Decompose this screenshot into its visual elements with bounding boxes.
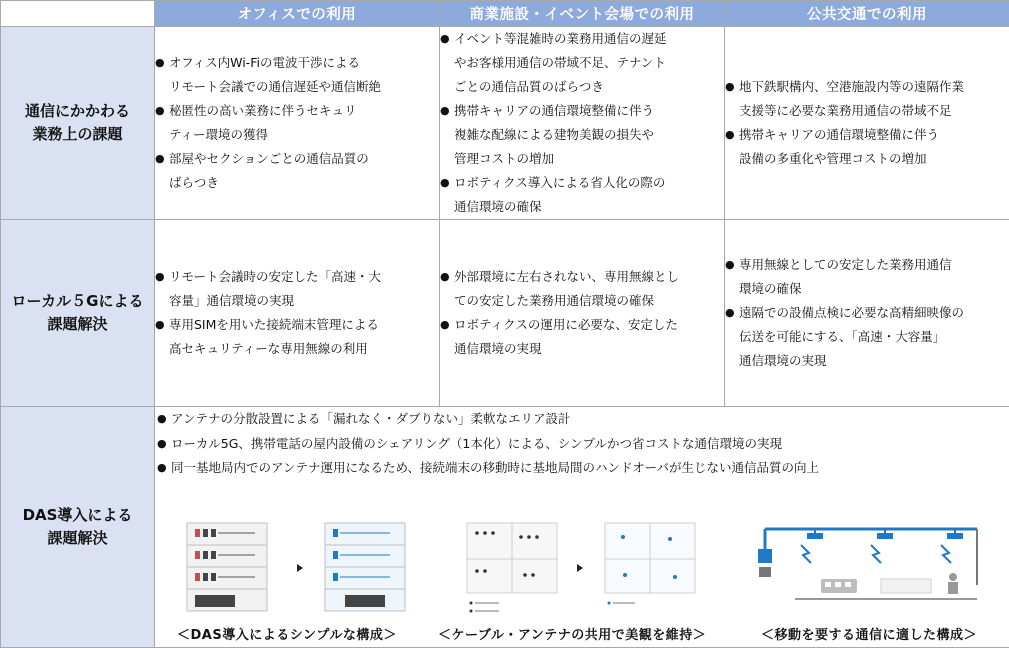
bullet-item <box>155 313 439 361</box>
bullet-text <box>169 51 439 99</box>
bullet-item <box>440 313 724 361</box>
bullet-line: 通信環境の実現 <box>739 349 1009 373</box>
row-header-line: 課題解決 <box>1 527 154 550</box>
bullet-line: 遠隔での設備点検に必要な高精細映像の <box>739 301 1009 325</box>
bullet-text <box>169 265 439 313</box>
bullet-dot: ● <box>440 265 454 313</box>
bullet-dot: ● <box>157 456 171 481</box>
antenna-icon <box>871 529 893 563</box>
bullet-text <box>454 265 724 313</box>
das-building-diagram <box>185 519 435 619</box>
bullet-text <box>739 123 1009 171</box>
bullet-item <box>440 265 724 313</box>
bullet-line: ばらつき <box>169 171 439 195</box>
cell-5g-office <box>155 220 440 407</box>
das-bullet-text: アンテナの分散設置による「漏れなく・ダブりない」柔軟なエリア設計 <box>171 407 571 432</box>
bullet-line: ての安定した業務用通信環境の確保 <box>454 289 724 313</box>
bullet-item <box>440 27 724 99</box>
cell-issues-office <box>155 27 440 220</box>
building-after-icon <box>325 523 405 611</box>
bullet-dot: ● <box>155 265 169 313</box>
bullet-line: 外部環境に左右されない、専用無線とし <box>454 265 724 289</box>
col-header-commercial: 商業施設・イベント会場での利用 <box>440 1 725 27</box>
bullet-line: 携帯キャリアの通信環境整備に伴う <box>454 99 724 123</box>
train-icon <box>821 579 857 593</box>
cell-5g-transport <box>725 220 1009 407</box>
bullet-dot: ● <box>725 123 739 171</box>
bullet-line: ごとの通信品質のばらつき <box>454 75 724 99</box>
bullet-item <box>155 99 439 147</box>
bullet-item <box>440 99 724 171</box>
bullet-dot: ● <box>440 27 454 99</box>
solution-row <box>1 220 1009 407</box>
floorplan-after-icon <box>605 523 695 605</box>
bullet-line: 専用SIMを用いた接続端末管理による <box>169 313 439 337</box>
bullet-line: 通信環境の実現 <box>454 337 724 361</box>
bullet-item <box>155 147 439 195</box>
base-station-icon <box>758 549 772 563</box>
col-header-transport: 公共交通での利用 <box>725 1 1009 27</box>
floorplan-before-icon <box>467 523 557 613</box>
bullet-dot: ● <box>440 171 454 219</box>
bullet-line: 管理コストの増加 <box>454 147 724 171</box>
das-transit-diagram <box>755 519 1009 619</box>
bullet-text <box>454 99 724 171</box>
caption-das-simple: ＜DAS導入によるシンプルな構成＞ <box>177 624 397 643</box>
bullet-item <box>725 301 1009 373</box>
building-before-icon <box>187 523 267 611</box>
bullet-line: オフィス内Wi-Fiの電波干渉による <box>169 51 439 75</box>
bullet-dot: ● <box>725 253 739 301</box>
das-bullet <box>157 407 819 432</box>
bullet-line: リモート会議での通信遅延や通信断絶 <box>169 75 439 99</box>
bullet-line: 環境の確保 <box>739 277 1009 301</box>
das-bullets <box>157 407 819 481</box>
bullet-line: 支援等に必要な業務用通信の帯域不足 <box>739 99 1009 123</box>
bullet-dot: ● <box>725 301 739 373</box>
row-header-das <box>1 407 155 648</box>
row-header-line: 業務上の課題 <box>1 123 154 146</box>
das-floorplan-diagram <box>465 519 705 619</box>
bullet-item <box>155 51 439 99</box>
bullet-item <box>155 265 439 313</box>
bullet-text <box>454 171 724 219</box>
bullet-text <box>169 313 439 361</box>
bullet-line: 通信環境の確保 <box>454 195 724 219</box>
das-bullet-text: ローカル5G、携帯電話の屋内設備のシェアリング（1本化）による、シンプルかつ省コストな通信環境の実現 <box>171 432 782 457</box>
bullet-line: 地下鉄駅構内、空港施設内等の遠隔作業 <box>739 75 1009 99</box>
corner-cell <box>1 1 155 27</box>
bullet-line: ロボティクスの運用に必要な、安定した <box>454 313 724 337</box>
bullet-line: リモート会議時の安定した「高速・大 <box>169 265 439 289</box>
bullet-dot: ● <box>725 75 739 123</box>
bullet-item <box>725 123 1009 171</box>
bullet-line: 部屋やセクションごとの通信品質の <box>169 147 439 171</box>
bullet-item <box>440 171 724 219</box>
row-header-local5g <box>1 220 155 407</box>
row-header-line: 課題解決 <box>1 313 154 336</box>
row-header-issues <box>1 27 155 220</box>
das-row <box>1 407 1009 648</box>
bullet-line: 複雑な配線による建物美観の損失や <box>454 123 724 147</box>
bullet-dot: ● <box>440 99 454 171</box>
bullet-text <box>739 301 1009 373</box>
bullet-dot: ● <box>155 147 169 195</box>
bullet-text <box>169 147 439 195</box>
bullet-text <box>169 99 439 147</box>
bullet-dot: ● <box>157 432 171 457</box>
worker-icon <box>948 573 958 594</box>
header-row <box>1 1 1009 27</box>
bullet-dot: ● <box>440 313 454 361</box>
bullet-line: 伝送を可能にする、「高速・大容量」 <box>739 325 1009 349</box>
bullet-line: ロボティクス導入による省人化の際の <box>454 171 724 195</box>
bullet-line: ティー環境の獲得 <box>169 123 439 147</box>
bullet-text <box>739 253 1009 301</box>
bullet-line: 専用無線としての安定した業務用通信 <box>739 253 1009 277</box>
das-bullet <box>157 456 819 481</box>
bullet-dot: ● <box>155 51 169 99</box>
caption-mobility: ＜移動を要する通信に適した構成＞ <box>761 624 977 643</box>
bullet-text <box>454 27 724 99</box>
cell-issues-commercial <box>440 27 725 220</box>
row-header-line: DAS導入による <box>1 504 154 527</box>
bullet-line: 高セキュリティーな専用無線の利用 <box>169 337 439 361</box>
bullet-text <box>739 75 1009 123</box>
arrow-right-icon <box>297 564 303 572</box>
bullet-line: 携帯キャリアの通信環境整備に伴う <box>739 123 1009 147</box>
cell-5g-commercial <box>440 220 725 407</box>
bullet-line: 秘匿性の高い業務に伴うセキュリ <box>169 99 439 123</box>
cell-issues-transport <box>725 27 1009 220</box>
col-header-office: オフィスでの利用 <box>155 1 440 27</box>
bullet-dot: ● <box>157 407 171 432</box>
bullet-line: イベント等混雑時の業務用通信の遅延 <box>454 27 724 51</box>
issues-row <box>1 27 1009 220</box>
bullet-line: やお客様用通信の帯域不足、テナント <box>454 51 724 75</box>
bullet-item <box>725 253 1009 301</box>
row-header-line: ローカル５Gによる <box>1 290 154 313</box>
bullet-dot: ● <box>155 99 169 147</box>
bullet-line: 設備の多重化や管理コストの増加 <box>739 147 1009 171</box>
antenna-icon <box>801 529 823 563</box>
arrow-right-icon <box>577 564 583 572</box>
das-cell <box>155 407 1009 648</box>
bullet-text <box>454 313 724 361</box>
caption-shared-cable: ＜ケーブル・アンテナの共用で美観を維持＞ <box>438 624 706 643</box>
bullet-dot: ● <box>155 313 169 361</box>
bullet-item <box>725 75 1009 123</box>
antenna-icon <box>941 529 963 563</box>
das-bullet-text: 同一基地局内でのアンテナ運用になるため、接続端末の移動時に基地局間のハンドオーバが生じない通信品質の向上 <box>171 456 819 481</box>
row-header-line: 通信にかかわる <box>1 100 154 123</box>
label-box-icon <box>881 579 931 593</box>
das-bullet <box>157 432 819 457</box>
bullet-line: 容量」通信環境の実現 <box>169 289 439 313</box>
